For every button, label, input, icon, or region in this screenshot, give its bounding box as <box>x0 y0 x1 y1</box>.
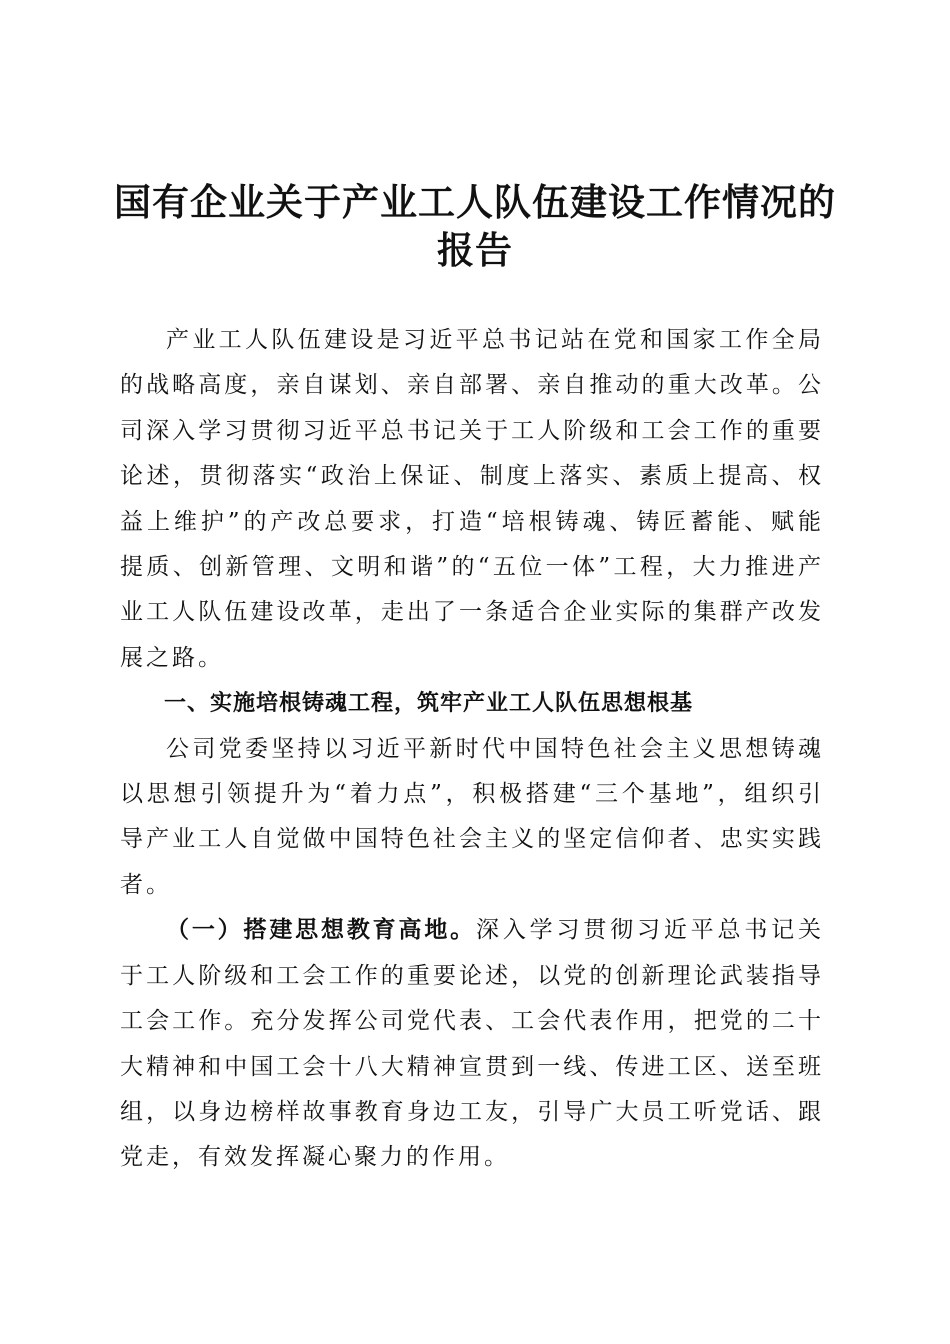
section-1-heading: 一、实施培根铸魂工程，筑牢产业工人队伍思想根基 <box>164 691 694 717</box>
subsection-1-paragraph <box>120 908 824 1180</box>
document-body <box>120 318 824 1181</box>
document-title: 国有企业关于产业工人队伍建设工作情况的报告 <box>114 180 836 272</box>
subsection-1-text: 深入学习贯彻习近平总书记关于工人阶级和工会工作的重要论述，以党的创新理论武装指导工会工作。充分发挥公司党代表、工会代表作用，把党的二十大精神和中国工会十八大精神宣贯到一线、传进工区、送至班组，以身边榜样故事教育身边工友，引导广大员工听党话、跟党走，有效发挥凝心聚力的作用。 <box>120 917 825 1171</box>
section-1-paragraph: 公司党委坚持以习近平新时代中国特色社会主义思想铸魂以思想引领提升为“着力点”，积极搭建“三个基地”，组织引导产业工人自觉做中国特色社会主义的坚定信仰者、忠实实践者。 <box>120 735 824 898</box>
intro-paragraph: 产业工人队伍建设是习近平总书记站在党和国家工作全局的战略高度，亲自谋划、亲自部署、亲自推动的重大改革。公司深入学习贯彻习近平总书记关于工人阶级和工会工作的重要论述，贯彻落实“政治上保证、制度上落实、素质上提高、权益上维护”的产改总要求，打造“培根铸魂、铸匠蓄能、赋能提质、创新管理、文明和谐”的“五位一体”工程，大力推进产业工人队伍建设改革，走出了一条适合企业实际的集群产改发展之路。 <box>120 327 824 671</box>
subsection-1-lead: （一）搭建思想教育高地。 <box>166 917 476 944</box>
